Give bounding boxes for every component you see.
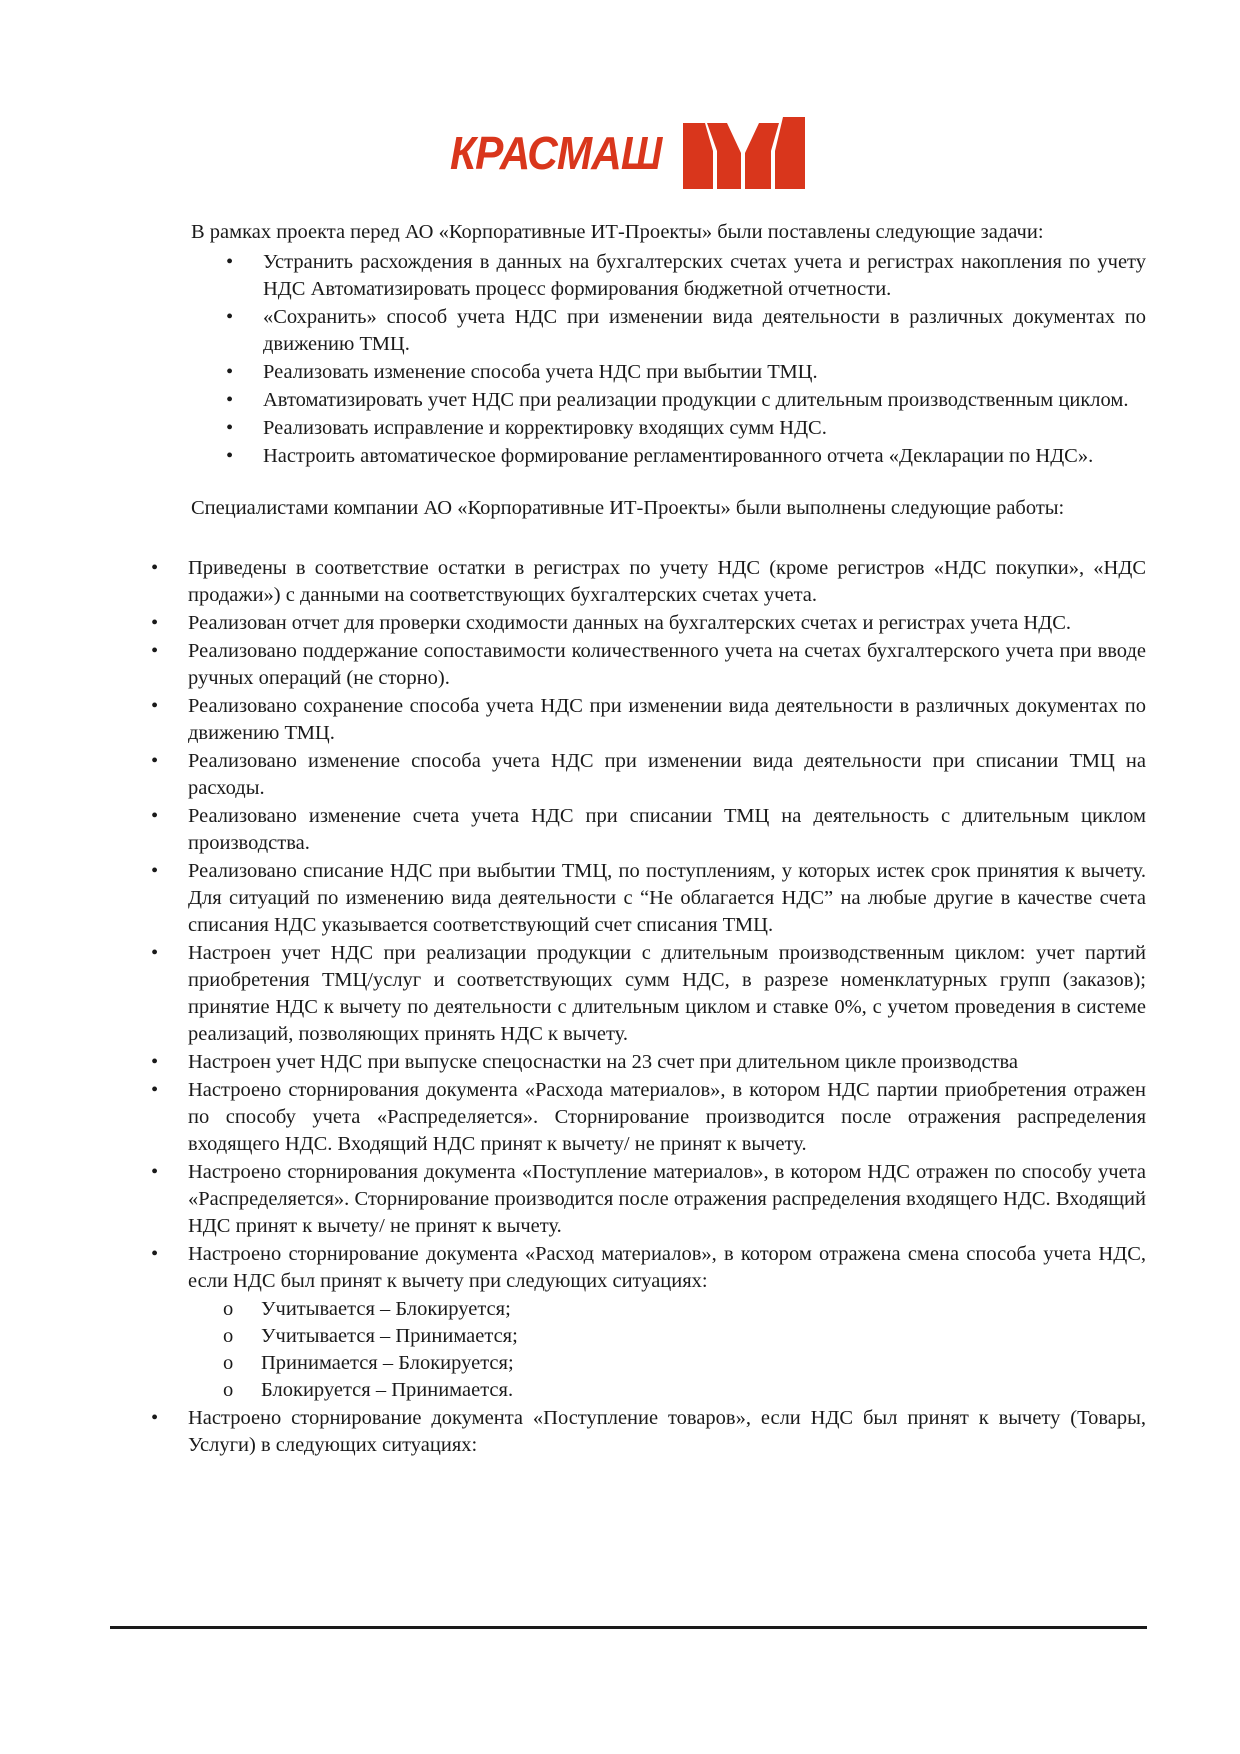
logo-wordmark: КРАСМАШ — [450, 127, 662, 179]
logo — [450, 117, 805, 189]
works-intro-paragraph: Специалистами компании АО «Корпоративные ИТ-Проекты» были выполнены следующие работы: — [191, 497, 1065, 519]
list-item: • Настроено сторнирование документа «Поступление товаров», если НДС был принят к вычету (Товары, Услуги) в следующих ситуациях: — [188, 1405, 1146, 1459]
works-list — [113, 555, 1146, 1459]
list-item: • Реализовать исправление и корректировку входящих сумм НДС. — [263, 415, 1146, 442]
list-item: • Реализовать изменение способа учета НДС при выбытии ТМЦ. — [263, 359, 1146, 386]
intro-paragraph: В рамках проекта перед АО «Корпоративные ИТ-Проекты» были поставлены следующие задачи: — [191, 221, 1044, 243]
list-item: • Реализовано списание НДС при выбытии ТМЦ, по поступлениям, у которых истек срок принятия к вычету. Для ситуаций по изменению вида деятельности с “Не облагается НДС” на любые другие в качестве счета списания НДС указывается соответствующий счет списания ТМЦ. — [188, 858, 1146, 939]
document-body — [113, 219, 1146, 1460]
list-item: • Автоматизировать учет НДС при реализации продукции с длительным производственным циклом. — [263, 387, 1146, 414]
sub-list-item: o Блокируется – Принимается. — [261, 1377, 1146, 1404]
list-item: • Реализовано сохранение способа учета НДС при изменении вида деятельности в различных документах по движению ТМЦ. — [188, 693, 1146, 747]
sub-list-item: o Учитывается – Принимается; — [261, 1323, 1146, 1350]
list-item: • «Сохранить» способ учета НДС при изменении вида деятельности в различных документах по движению ТМЦ. — [263, 304, 1146, 358]
sub-list-item: o Принимается – Блокируется; — [261, 1350, 1146, 1377]
situations-list — [188, 1296, 1146, 1404]
krasmash-m-mark-icon — [683, 117, 805, 189]
list-item: • Настроен учет НДС при выпуске спецоснастки на 23 счет при длительном цикле производства — [188, 1049, 1146, 1076]
sub-list-item: o Учитывается – Блокируется; — [261, 1296, 1146, 1323]
list-item: • Приведены в соответствие остатки в регистрах по учету НДС (кроме регистров «НДС покупки», «НДС продажи») с данными на соответствующих бухгалтерских счетах учета. — [188, 555, 1146, 609]
list-item: • Настроен учет НДС при реализации продукции с длительным производственным циклом: учет партий приобретения ТМЦ/услуг и соответствующих сумм НДС, в разрезе номенклатурных групп (заказов); принятие НДС к вычету по деятельности с длительным циклом и ставке 0%, с учетом проведения в системе реализаций, позволяющих принять НДС к вычету. — [188, 940, 1146, 1048]
list-item: • Реализован отчет для проверки сходимости данных на бухгалтерских счетах и регистрах учета НДС. — [188, 610, 1146, 637]
footer-rule — [110, 1626, 1147, 1629]
list-item: • Реализовано изменение счета учета НДС при списании ТМЦ на деятельность с длительным циклом производства. — [188, 803, 1146, 857]
list-item: • Настроено сторнирование документа «Расход материалов», в котором отражена смена способа учета НДС, если НДС был принят к вычету при следующих ситуациях: — [188, 1241, 1146, 1295]
list-item: • Реализовано поддержание сопоставимости количественного учета на счетах бухгалтерского учета при вводе ручных операций (не сторно). — [188, 638, 1146, 692]
list-item: • Настроить автоматическое формирование регламентированного отчета «Декларации по НДС». — [263, 443, 1146, 470]
list-item: • Настроено сторнирования документа «Поступление материалов», в котором НДС отражен по способу учета «Распределяется». Сторнирование производится после отражения распределения входящего НДС. Входящий НДС принят к вычету/ не принят к вычету. — [188, 1159, 1146, 1240]
list-item: • Устранить расхождения в данных на бухгалтерских счетах учета и регистрах накопления по учету НДС Автоматизировать процесс формирования бюджетной отчетности. — [263, 249, 1146, 303]
task-list — [113, 249, 1146, 470]
situations-wrapper — [188, 1296, 1146, 1404]
list-item: • Реализовано изменение способа учета НДС при изменении вида деятельности при списании ТМЦ на расходы. — [188, 748, 1146, 802]
list-item: • Настроено сторнирования документа «Расхода материалов», в котором НДС партии приобретения отражен по способу учета «Распределяется». Сторнирование производится после отражения распределения входящего НДС. Входящий НДС принят к вычету/ не принят к вычету. — [188, 1077, 1146, 1158]
